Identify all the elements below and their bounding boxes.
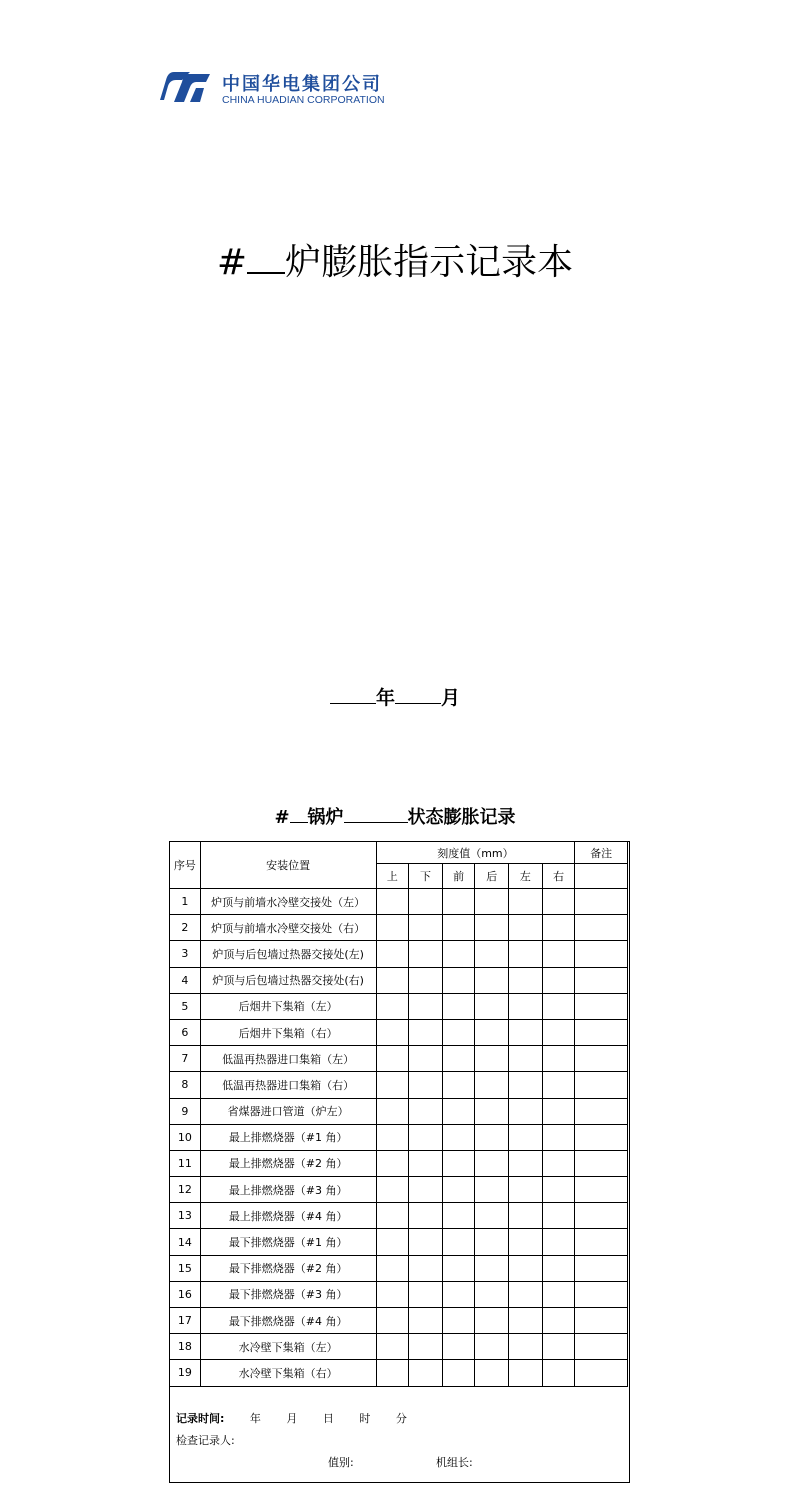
section-suffix: 状态膨胀记录 — [407, 807, 516, 828]
row-number: 1 — [170, 889, 201, 915]
table-row — [170, 1334, 628, 1360]
row-position: 省煤器进口管道（炉左） — [200, 1098, 376, 1124]
scale-value-cell[interactable] — [442, 915, 475, 941]
scale-value-cell[interactable] — [542, 889, 575, 915]
row-position: 最上排燃烧器（#4 角） — [200, 1203, 376, 1229]
row-position: 后烟井下集箱（右） — [200, 1019, 376, 1045]
scale-value-cell[interactable] — [442, 1177, 475, 1203]
table-row — [170, 1019, 628, 1045]
table-row — [170, 1281, 628, 1307]
remark-subheader-blank — [575, 864, 628, 889]
huadian-emblem-icon — [160, 70, 214, 104]
company-logo — [160, 68, 410, 108]
shift-label: 值别: — [328, 1456, 354, 1469]
table-row — [170, 1308, 628, 1334]
scale-value-cell[interactable] — [475, 967, 509, 993]
section-boiler: 锅炉 — [307, 807, 344, 828]
remark-cell[interactable] — [575, 1124, 628, 1150]
scale-value-cell[interactable] — [475, 1072, 509, 1098]
table-row — [170, 889, 628, 915]
scale-value-cell[interactable] — [376, 1308, 409, 1334]
table-row — [170, 1098, 628, 1124]
scale-value-cell[interactable] — [509, 993, 543, 1019]
table-row — [170, 1360, 628, 1386]
year-blank — [330, 686, 376, 704]
row-number: 16 — [170, 1281, 201, 1307]
scale-value-cell[interactable] — [509, 889, 543, 915]
scale-value-cell[interactable] — [442, 941, 475, 967]
row-number: 14 — [170, 1229, 201, 1255]
scale-value-cell[interactable] — [509, 1281, 543, 1307]
remark-cell[interactable] — [575, 1046, 628, 1072]
row-number: 19 — [170, 1360, 201, 1386]
row-position: 最下排燃烧器（#4 角） — [200, 1308, 376, 1334]
logo-english-name: CHINA HUADIAN CORPORATION — [222, 94, 385, 106]
scale-value-cell[interactable] — [376, 1177, 409, 1203]
scale-value-cell[interactable] — [542, 941, 575, 967]
scale-value-cell[interactable] — [475, 1308, 509, 1334]
scale-value-cell[interactable] — [475, 1203, 509, 1229]
year-label: 年 — [375, 687, 395, 709]
scale-value-cell[interactable] — [542, 1203, 575, 1229]
row-position: 后烟井下集箱（左） — [200, 993, 376, 1019]
scale-value-cell[interactable] — [409, 1334, 443, 1360]
month-blank — [395, 686, 441, 704]
month-label: 月 — [441, 687, 461, 709]
scale-value-cell[interactable] — [509, 1334, 543, 1360]
unit-leader-label: 机组长: — [436, 1456, 473, 1469]
row-position: 最下排燃烧器（#2 角） — [200, 1255, 376, 1281]
scale-value-cell[interactable] — [475, 1124, 509, 1150]
scale-value-cell[interactable] — [409, 1177, 443, 1203]
table-row — [170, 1203, 628, 1229]
scale-value-cell[interactable] — [542, 1177, 575, 1203]
scale-value-cell[interactable] — [442, 1281, 475, 1307]
remark-cell[interactable] — [575, 1072, 628, 1098]
remark-cell[interactable] — [575, 993, 628, 1019]
document-date-line — [0, 683, 790, 710]
section-prefix: # — [274, 807, 290, 828]
row-number: 13 — [170, 1203, 201, 1229]
title-prefix: # — [216, 242, 248, 283]
record-hour: 时 — [359, 1412, 371, 1425]
scale-value-cell[interactable] — [442, 1150, 475, 1176]
remark-cell[interactable] — [575, 1150, 628, 1176]
row-position: 炉顶与前墙水冷壁交接处（右） — [200, 915, 376, 941]
scale-value-cell[interactable] — [442, 1124, 475, 1150]
row-number: 7 — [170, 1046, 201, 1072]
remark-cell[interactable] — [575, 1177, 628, 1203]
scale-value-cell[interactable] — [475, 1098, 509, 1124]
row-position: 最上排燃烧器（#3 角） — [200, 1177, 376, 1203]
scale-value-cell[interactable] — [509, 1124, 543, 1150]
row-number: 6 — [170, 1019, 201, 1045]
scale-value-cell[interactable] — [542, 1019, 575, 1045]
scale-value-cell[interactable] — [542, 1046, 575, 1072]
record-sheet — [169, 841, 630, 1483]
document-title — [0, 234, 790, 285]
scale-value-cell[interactable] — [409, 1019, 443, 1045]
row-position: 最下排燃烧器（#3 角） — [200, 1281, 376, 1307]
record-minute: 分 — [395, 1412, 407, 1425]
remark-cell[interactable] — [575, 1255, 628, 1281]
scale-value-cell[interactable] — [475, 915, 509, 941]
scale-value-cell[interactable] — [509, 1019, 543, 1045]
row-number: 10 — [170, 1124, 201, 1150]
scale-value-cell[interactable] — [475, 1360, 509, 1386]
scale-value-cell[interactable] — [542, 1334, 575, 1360]
table-row — [170, 1124, 628, 1150]
scale-value-cell[interactable] — [475, 1177, 509, 1203]
scale-value-cell[interactable] — [442, 1203, 475, 1229]
scale-value-cell[interactable] — [509, 1360, 543, 1386]
scale-value-cell[interactable] — [475, 941, 509, 967]
scale-value-cell[interactable] — [475, 993, 509, 1019]
section-number-blank — [290, 806, 308, 823]
remark-cell[interactable] — [575, 915, 628, 941]
row-position: 低温再热器进口集箱（右） — [200, 1072, 376, 1098]
scale-value-cell[interactable] — [376, 967, 409, 993]
remark-cell[interactable] — [575, 1308, 628, 1334]
scale-value-cell[interactable] — [376, 1281, 409, 1307]
table-row — [170, 915, 628, 941]
table-row — [170, 1177, 628, 1203]
header-scale: 刻度值（mm） — [376, 842, 575, 864]
scale-value-cell[interactable] — [542, 1124, 575, 1150]
header-seq: 序号 — [170, 842, 201, 889]
scale-value-cell[interactable] — [376, 941, 409, 967]
scale-value-cell[interactable] — [442, 889, 475, 915]
scale-value-cell[interactable] — [475, 1019, 509, 1045]
scale-value-cell[interactable] — [542, 1255, 575, 1281]
scale-value-cell[interactable] — [442, 1229, 475, 1255]
scale-value-cell[interactable] — [376, 1046, 409, 1072]
remark-cell[interactable] — [575, 1229, 628, 1255]
scale-value-cell[interactable] — [376, 1072, 409, 1098]
scale-value-cell[interactable] — [376, 1098, 409, 1124]
scale-value-cell[interactable] — [542, 1281, 575, 1307]
table-row — [170, 1150, 628, 1176]
remark-cell[interactable] — [575, 1098, 628, 1124]
header-back: 后 — [475, 864, 509, 889]
scale-value-cell[interactable] — [509, 1255, 543, 1281]
scale-value-cell[interactable] — [475, 889, 509, 915]
scale-value-cell[interactable] — [409, 1124, 443, 1150]
row-position: 低温再热器进口集箱（左） — [200, 1046, 376, 1072]
scale-value-cell[interactable] — [509, 941, 543, 967]
scale-value-cell[interactable] — [409, 1046, 443, 1072]
row-position: 最上排燃烧器（#1 角） — [200, 1124, 376, 1150]
table-header-row — [170, 842, 628, 864]
scale-value-cell[interactable] — [509, 1229, 543, 1255]
table-row — [170, 967, 628, 993]
scale-value-cell[interactable] — [542, 1098, 575, 1124]
scale-value-cell[interactable] — [475, 1046, 509, 1072]
scale-value-cell[interactable] — [509, 1203, 543, 1229]
scale-value-cell[interactable] — [409, 1072, 443, 1098]
row-number: 9 — [170, 1098, 201, 1124]
scale-value-cell[interactable] — [509, 1072, 543, 1098]
table-row — [170, 941, 628, 967]
title-text: 炉膨胀指示记录本 — [285, 242, 574, 283]
row-number: 15 — [170, 1255, 201, 1281]
record-day: 日 — [322, 1412, 334, 1425]
record-time-label: 记录时间: — [176, 1412, 225, 1425]
scale-value-cell[interactable] — [376, 1150, 409, 1176]
row-number: 2 — [170, 915, 201, 941]
scale-value-cell[interactable] — [409, 1281, 443, 1307]
scale-value-cell[interactable] — [442, 967, 475, 993]
scale-value-cell[interactable] — [542, 1072, 575, 1098]
scale-value-cell[interactable] — [409, 1308, 443, 1334]
scale-value-cell[interactable] — [409, 967, 443, 993]
scale-value-cell[interactable] — [542, 1150, 575, 1176]
scale-value-cell[interactable] — [542, 967, 575, 993]
scale-value-cell[interactable] — [442, 1072, 475, 1098]
scale-value-cell[interactable] — [509, 1098, 543, 1124]
scale-value-cell[interactable] — [509, 967, 543, 993]
scale-value-cell[interactable] — [409, 941, 443, 967]
section-title — [0, 803, 790, 829]
row-number: 12 — [170, 1177, 201, 1203]
scale-value-cell[interactable] — [442, 1334, 475, 1360]
record-footer — [170, 1388, 629, 1482]
remark-cell[interactable] — [575, 889, 628, 915]
scale-value-cell[interactable] — [475, 1229, 509, 1255]
row-number: 3 — [170, 941, 201, 967]
scale-value-cell[interactable] — [376, 1229, 409, 1255]
header-right: 右 — [542, 864, 575, 889]
row-position: 炉顶与后包墙过热器交接处(右) — [200, 967, 376, 993]
record-month: 月 — [286, 1412, 298, 1425]
scale-value-cell[interactable] — [376, 915, 409, 941]
remark-cell[interactable] — [575, 1360, 628, 1386]
scale-value-cell[interactable] — [409, 889, 443, 915]
header-front: 前 — [442, 864, 475, 889]
scale-value-cell[interactable] — [409, 1150, 443, 1176]
scale-value-cell[interactable] — [376, 1255, 409, 1281]
table-row — [170, 1255, 628, 1281]
header-up: 上 — [376, 864, 409, 889]
remark-cell[interactable] — [575, 1281, 628, 1307]
scale-value-cell[interactable] — [409, 993, 443, 1019]
scale-value-cell[interactable] — [442, 1098, 475, 1124]
scale-value-cell[interactable] — [542, 993, 575, 1019]
scale-value-cell[interactable] — [409, 1255, 443, 1281]
remark-cell[interactable] — [575, 1203, 628, 1229]
scale-value-cell[interactable] — [376, 1203, 409, 1229]
scale-value-cell[interactable] — [442, 1360, 475, 1386]
scale-value-cell[interactable] — [376, 993, 409, 1019]
scale-value-cell[interactable] — [409, 1229, 443, 1255]
row-position: 最上排燃烧器（#2 角） — [200, 1150, 376, 1176]
scale-value-cell[interactable] — [542, 1229, 575, 1255]
header-down: 下 — [409, 864, 443, 889]
record-year: 年 — [249, 1412, 261, 1425]
scale-value-cell[interactable] — [475, 1150, 509, 1176]
expansion-record-table — [169, 841, 628, 1387]
remark-cell[interactable] — [575, 1334, 628, 1360]
row-number: 8 — [170, 1072, 201, 1098]
scale-value-cell[interactable] — [442, 993, 475, 1019]
scale-value-cell[interactable] — [442, 1308, 475, 1334]
table-row — [170, 1229, 628, 1255]
scale-value-cell[interactable] — [376, 889, 409, 915]
section-state-blank — [344, 806, 408, 823]
scale-value-cell[interactable] — [509, 1046, 543, 1072]
scale-value-cell[interactable] — [409, 1360, 443, 1386]
remark-cell[interactable] — [575, 967, 628, 993]
row-number: 17 — [170, 1308, 201, 1334]
scale-value-cell[interactable] — [509, 1177, 543, 1203]
scale-value-cell[interactable] — [542, 1308, 575, 1334]
title-blank — [247, 236, 285, 274]
scale-value-cell[interactable] — [442, 1255, 475, 1281]
scale-value-cell[interactable] — [376, 1360, 409, 1386]
scale-value-cell[interactable] — [409, 1203, 443, 1229]
header-left: 左 — [509, 864, 543, 889]
scale-value-cell[interactable] — [475, 1255, 509, 1281]
scale-value-cell[interactable] — [409, 915, 443, 941]
remark-cell[interactable] — [575, 1019, 628, 1045]
row-position: 水冷壁下集箱（左） — [200, 1334, 376, 1360]
scale-value-cell[interactable] — [509, 915, 543, 941]
remark-cell[interactable] — [575, 941, 628, 967]
scale-value-cell[interactable] — [542, 915, 575, 941]
logo-chinese-name: 中国华电集团公司 — [222, 74, 382, 95]
table-row — [170, 1046, 628, 1072]
scale-value-cell[interactable] — [409, 1098, 443, 1124]
record-time-line — [176, 1410, 407, 1426]
scale-value-cell[interactable] — [376, 1124, 409, 1150]
row-number: 4 — [170, 967, 201, 993]
row-position: 炉顶与前墙水冷壁交接处（左） — [200, 889, 376, 915]
row-position: 炉顶与后包墙过热器交接处(左) — [200, 941, 376, 967]
row-number: 5 — [170, 993, 201, 1019]
scale-value-cell[interactable] — [475, 1334, 509, 1360]
scale-value-cell[interactable] — [542, 1360, 575, 1386]
header-remark: 备注 — [575, 842, 628, 864]
row-number: 11 — [170, 1150, 201, 1176]
row-position: 最下排燃烧器（#1 角） — [200, 1229, 376, 1255]
scale-value-cell[interactable] — [442, 1019, 475, 1045]
scale-value-cell[interactable] — [376, 1019, 409, 1045]
row-position: 水冷壁下集箱（右） — [200, 1360, 376, 1386]
table-row — [170, 1072, 628, 1098]
row-number: 18 — [170, 1334, 201, 1360]
inspector-label: 检查记录人: — [176, 1434, 235, 1447]
table-row — [170, 993, 628, 1019]
scale-value-cell[interactable] — [475, 1281, 509, 1307]
header-position: 安装位置 — [200, 842, 376, 889]
scale-value-cell[interactable] — [376, 1334, 409, 1360]
scale-value-cell[interactable] — [442, 1046, 475, 1072]
scale-value-cell[interactable] — [509, 1308, 543, 1334]
scale-value-cell[interactable] — [509, 1150, 543, 1176]
